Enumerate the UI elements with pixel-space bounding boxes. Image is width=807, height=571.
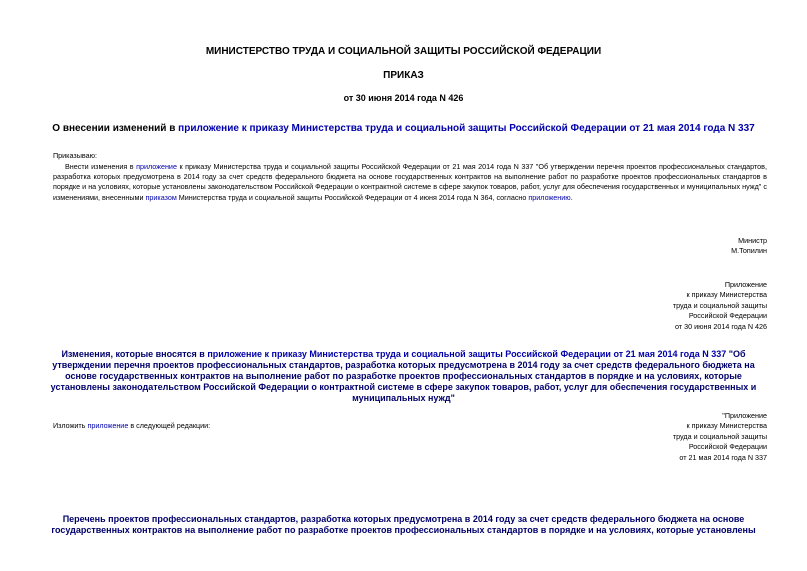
ministry-title: МИНИСТЕРСТВО ТРУДА И СОЦИАЛЬНОЙ ЗАЩИТЫ РОССИЙСКОЙ ФЕДЕРАЦИИ	[205, 46, 602, 57]
order-paragraph	[53, 162, 767, 203]
appendix-1-line: Приложение	[724, 280, 767, 289]
edit-text-1: Изложить	[53, 421, 88, 430]
signature-block	[731, 236, 767, 257]
appendix-2-line: Российской Федерации	[688, 442, 767, 452]
appendix-2-line: от 21 мая 2014 года N 337	[679, 452, 767, 462]
appendix-2-line: к приказу Министерства	[686, 421, 767, 431]
edit-text-2: в следующей редакции:	[128, 421, 211, 430]
edit-instruction	[53, 421, 767, 431]
order-text-2: к приказу Министерства труда и социальной защиты Российской Федерации от 21 мая 2014 года N 337 "Об утверждении перечня проектов профессиональных стандартов, разработка которых предусмотрена в 2014 году за счет средств федерального бюджета на основе государственных контрактов на выполнение работ по разработке проектов профессиональных стандартов в порядке и на условиях, которые установлены законодательством Российской Федерации о контрактной системе в сфере закупок товаров, работ, услуг для обеспечения государственных и муниципальных нужд" с изменениями, внесенными	[53, 162, 767, 202]
signature-position: Министр	[738, 236, 767, 245]
date-number: от 30 июня 2014 года N 426	[343, 93, 464, 103]
order-text-4: .	[570, 192, 573, 202]
order-text-3: Министерства труда и социальной защиты Российской Федерации от 4 июня 2014 года N 364, согласно	[176, 192, 529, 202]
edit-link[interactable]: приложение	[87, 421, 129, 430]
order-link-appendix[interactable]: приложение	[136, 162, 177, 171]
doc-type-title: ПРИКАЗ	[383, 70, 424, 81]
list-title: Перечень проектов профессиональных стандартов, разработка которых предусмотрена в 2014 году за счет средств федерального бюджета на основе государственных контрактов на выполнение работ по разработке проектов профессиональных стандартов в порядке и на условиях, которые установлены	[51, 514, 756, 535]
appendix-2-block	[673, 411, 767, 463]
appendix-1-line: от 30 июня 2014 года N 426	[674, 321, 767, 331]
subject-link[interactable]: приложение к приказу Министерства труда и социальной защиты Российской Федерации от 21 мая 2014 года N 337	[178, 123, 755, 134]
appendix-1-line: труда и социальной защиты	[672, 300, 767, 310]
appendix-2-line: "Приложение	[722, 411, 767, 420]
changes-title-rest: "Об утверждении перечня проектов профессиональных стандартов, разработка которых предусмотрена в 2014 году за счет средств федерального бюджета на основе государственных контрактов на выполнение работ по разработке проектов профессиональных стандартов в порядке и на условиях, которые установлены законодательством Российской Федерации о контрактной системе в сфере закупок товаров, работ, услуг для обеспечения государственных и муниципальных нужд"	[50, 349, 757, 403]
changes-title	[40, 349, 767, 404]
subject-prefix: О внесении изменений в	[52, 123, 179, 134]
appendix-1-line: Российской Федерации	[688, 311, 767, 321]
appendix-2-line: труда и социальной защиты	[672, 431, 767, 441]
signature-name: М.Топилин	[731, 246, 767, 256]
appendix-1-block	[673, 280, 767, 332]
order-label: Приказываю:	[53, 151, 97, 160]
subject-heading	[40, 123, 767, 134]
appendix-1-line: к приказу Министерства	[686, 290, 767, 300]
changes-title-link[interactable]: приложение к приказу Министерства труда и социальной защиты Российской Федерации от 21 мая 2014 года N 337	[207, 349, 727, 359]
order-link-order[interactable]: приказом	[145, 192, 177, 202]
changes-title-prefix: Изменения, которые вносятся в	[61, 349, 208, 359]
order-link-attachment[interactable]: приложению	[528, 192, 571, 202]
order-text-1: Внести изменения в	[65, 162, 137, 171]
